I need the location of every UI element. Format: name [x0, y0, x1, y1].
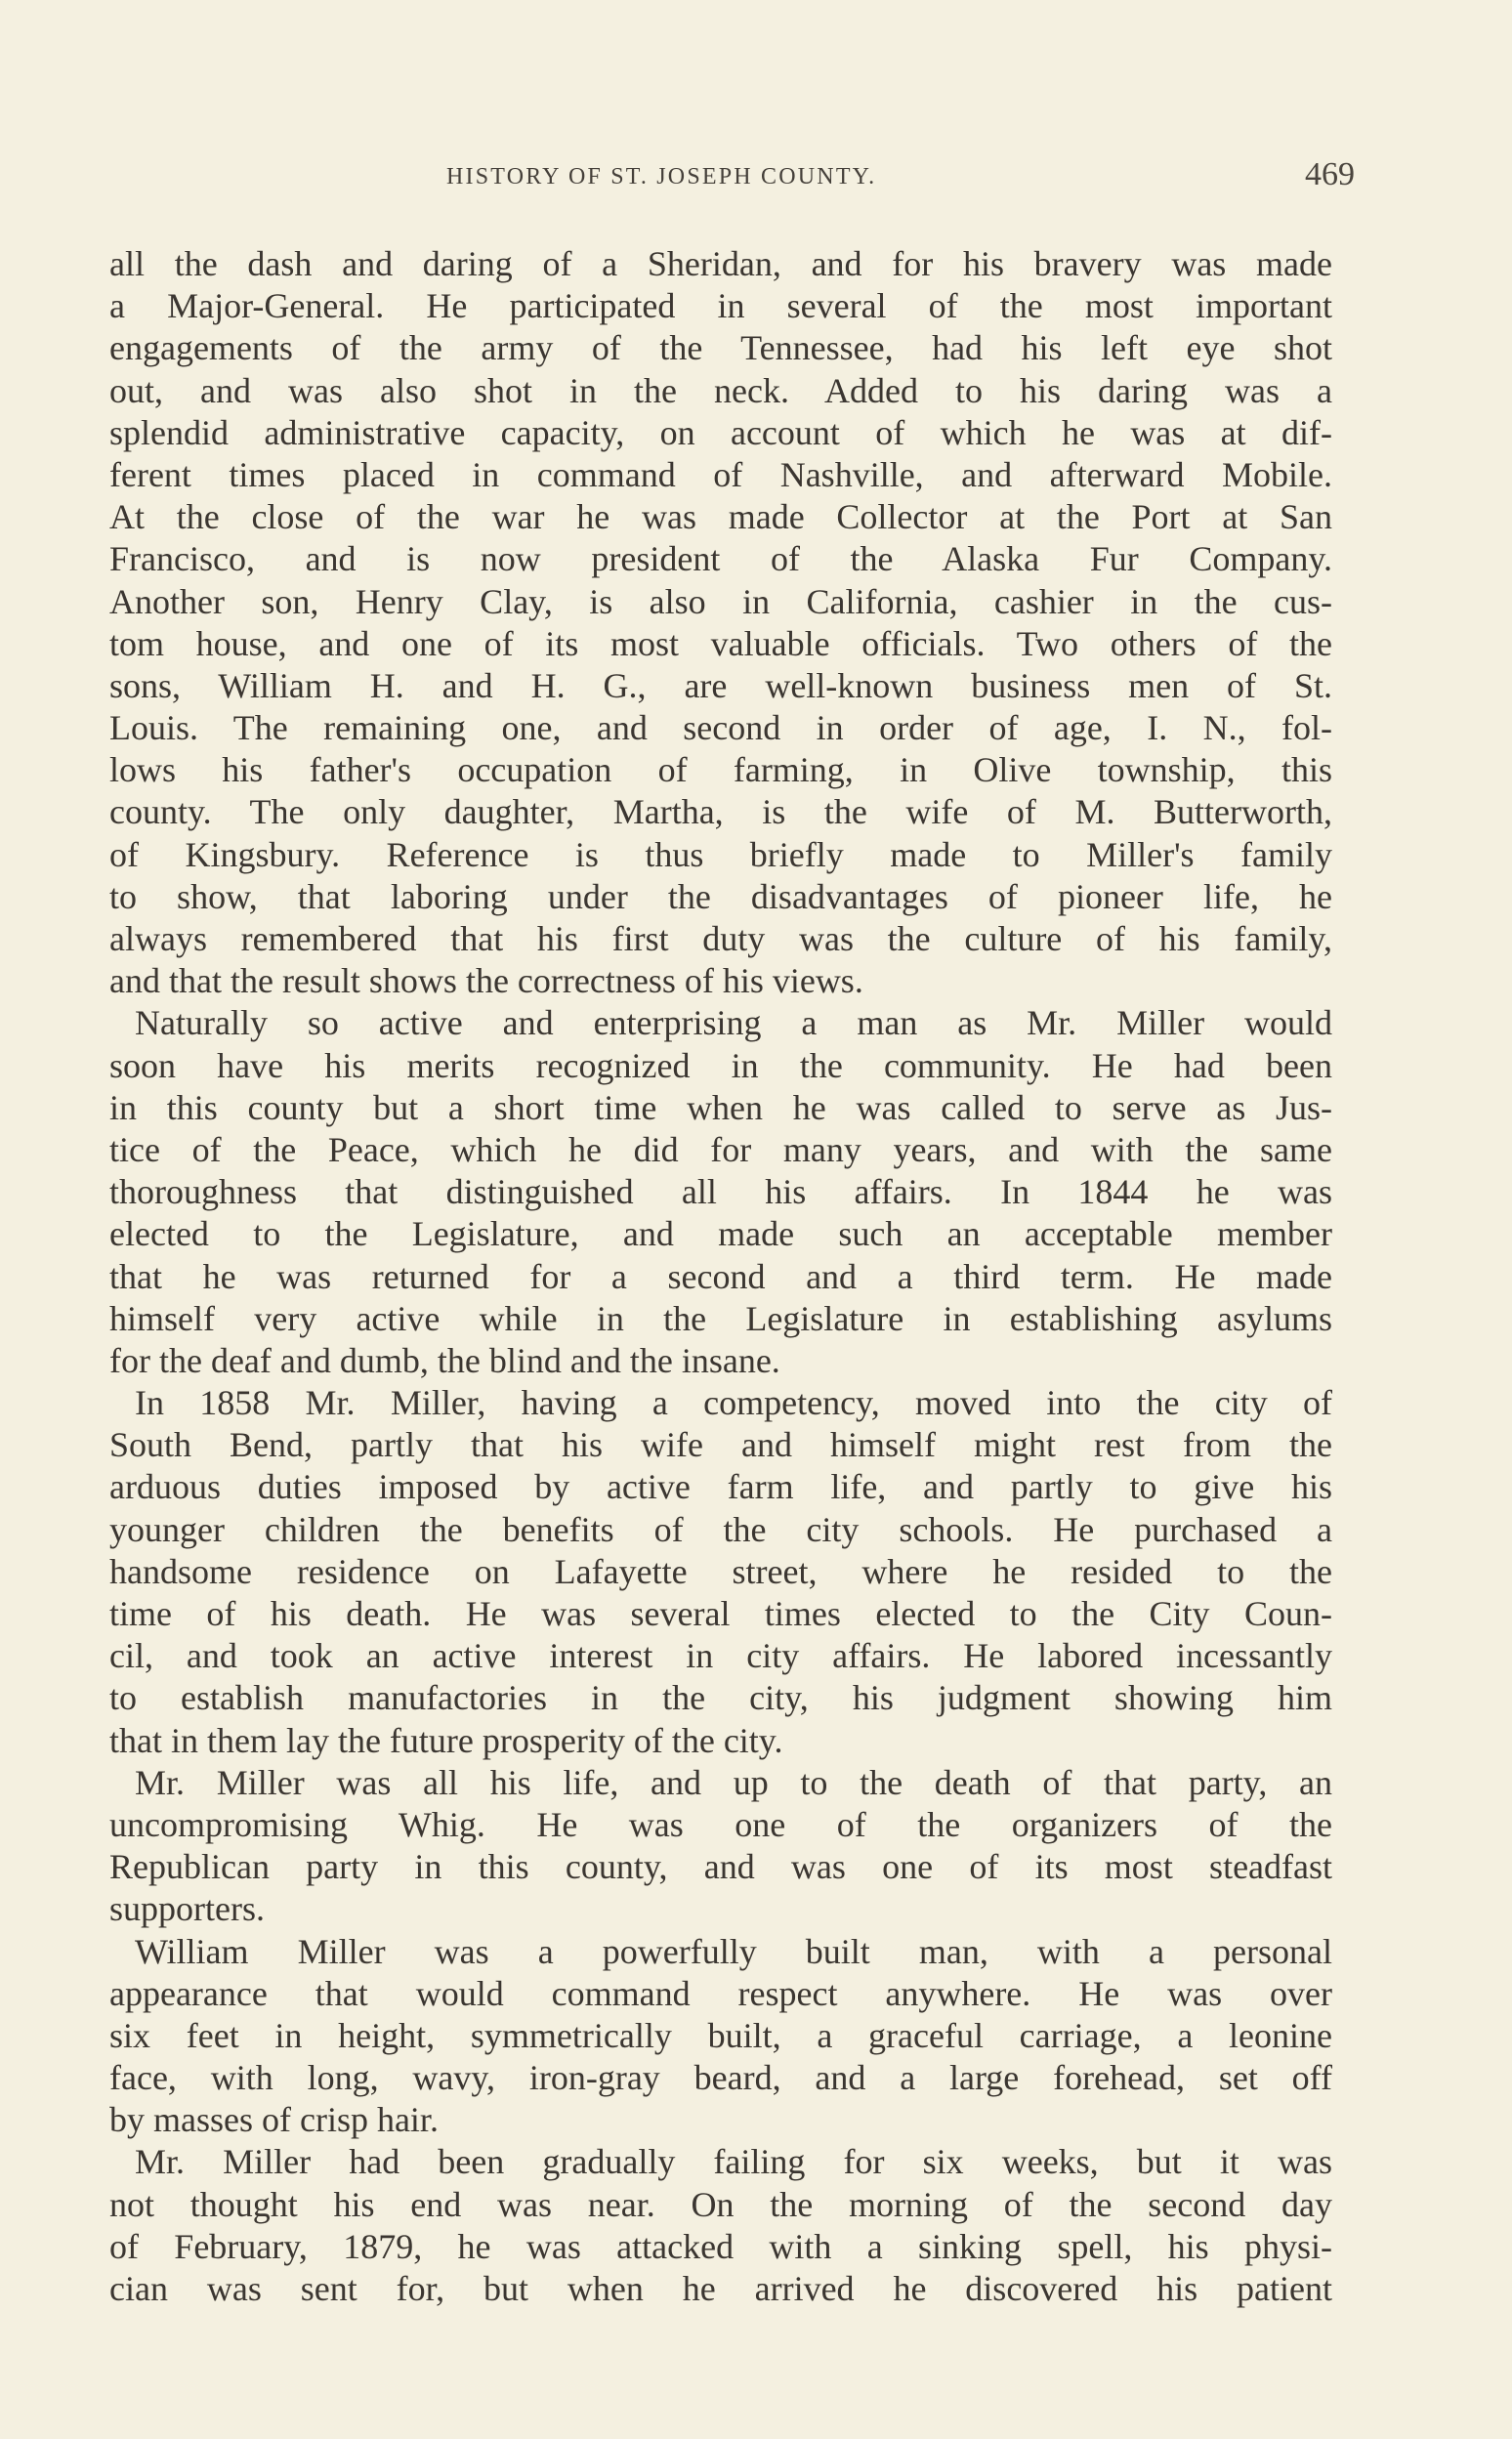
text-line: that he was returned for a second and a third term. He made: [109, 1256, 1332, 1296]
text-line: all the dash and daring of a Sheridan, and for his bravery was made: [109, 244, 1332, 283]
paragraph: [109, 1931, 1332, 2142]
text-line: handsome residence on Lafayette street, where he resided to the: [109, 1551, 1332, 1591]
text-line: in this county but a short time when he was called to serve as Jus-: [109, 1087, 1332, 1127]
text-line: appearance that would command respect anywhere. He was over: [109, 1973, 1332, 2013]
text-line: out, and was also shot in the neck. Added to his daring was a: [109, 370, 1332, 410]
text-line: elected to the Legislature, and made such an acceptable member: [109, 1214, 1332, 1254]
paragraph: [109, 1382, 1332, 1762]
text-line: by masses of crisp hair.: [109, 2100, 439, 2140]
text-line: cil, and took an active interest in city affairs. He labored incessantly: [109, 1636, 1332, 1676]
text-line: and that the result shows the correctness of his views.: [109, 961, 863, 1001]
text-line: Mr. Miller was all his life, and up to the death of that party, an: [135, 1762, 1332, 1802]
text-line: arduous duties imposed by active farm life, and partly to give his: [109, 1467, 1332, 1507]
text-line: time of his death. He was several times elected to the City Coun-: [109, 1594, 1332, 1633]
text-line: Naturally so active and enterprising a man as Mr. Miller would: [135, 1003, 1332, 1043]
text-line: six feet in height, symmetrically built, a graceful carriage, a leonine: [109, 2015, 1332, 2055]
text-line: to show, that laboring under the disadvantages of pioneer life, he: [109, 876, 1332, 916]
text-line: for the deaf and dumb, the blind and the insane.: [109, 1340, 780, 1380]
text-line: South Bend, partly that his wife and himself might rest from the: [109, 1425, 1332, 1465]
text-line: engagements of the army of the Tennessee, had his left eye shot: [109, 328, 1332, 368]
paragraph: [109, 1002, 1332, 1382]
text-line: Francisco, and is now president of the Alaska Fur Company.: [109, 539, 1332, 579]
text-line: cian was sent for, but when he arrived he discovered his patient: [109, 2269, 1332, 2308]
text-line: supporters.: [109, 1889, 265, 1929]
paragraph: [109, 2141, 1332, 2310]
text-line: of Kingsbury. Reference is thus briefly made to Miller's family: [109, 834, 1332, 874]
text-line: tice of the Peace, which he did for many years, and with the same: [109, 1129, 1332, 1169]
text-line: tom house, and one of its most valuable officials. Two others of the: [109, 623, 1332, 663]
text-line: Louis. The remaining one, and second in order of age, I. N., fol-: [109, 708, 1332, 748]
text-line: not thought his end was near. On the morning of the second day: [109, 2184, 1332, 2224]
body-text: [109, 243, 1332, 2310]
text-line: county. The only daughter, Martha, is the wife of M. Butterworth,: [109, 792, 1332, 832]
text-line: himself very active while in the Legislature in establishing asylums: [109, 1298, 1332, 1338]
text-line: At the close of the war he was made Collector at the Port at San: [109, 497, 1332, 537]
paragraph: [109, 243, 1332, 1002]
text-line: soon have his merits recognized in the community. He had been: [109, 1045, 1332, 1085]
text-line: In 1858 Mr. Miller, having a competency, moved into the city of: [135, 1383, 1332, 1423]
text-line: Mr. Miller had been gradually failing for six weeks, but it was: [135, 2142, 1332, 2182]
text-line: thoroughness that distinguished all his affairs. In 1844 he was: [109, 1172, 1332, 1212]
text-line: Republican party in this county, and was one of its most steadfast: [109, 1847, 1332, 1887]
text-line: face, with long, wavy, iron-gray beard, and a large forehead, set off: [109, 2058, 1332, 2098]
text-line: lows his father's occupation of farming, in Olive township, this: [109, 750, 1332, 790]
text-line: always remembered that his first duty was the culture of his family,: [109, 919, 1332, 958]
running-head-title: HISTORY OF ST. JOSEPH COUNTY.: [446, 164, 877, 189]
text-line: ferent times placed in command of Nashville, and afterward Mobile.: [109, 454, 1332, 494]
text-line: sons, William H. and H. G., are well-known business men of St.: [109, 665, 1332, 705]
text-line: splendid administrative capacity, on account of which he was at dif-: [109, 412, 1332, 452]
text-line: William Miller was a powerfully built man, with a personal: [135, 1931, 1332, 1971]
text-line: Another son, Henry Clay, is also in California, cashier in the cus-: [109, 581, 1332, 621]
text-line: uncompromising Whig. He was one of the organizers of the: [109, 1804, 1332, 1844]
paragraph: [109, 1762, 1332, 1931]
text-line: to establish manufactories in the city, his judgment showing him: [109, 1678, 1332, 1718]
page-number: 469: [1305, 156, 1355, 192]
text-line: younger children the benefits of the city schools. He purchased a: [109, 1509, 1332, 1549]
text-line: of February, 1879, he was attacked with a sinking spell, his physi-: [109, 2226, 1332, 2266]
text-line: that in them lay the future prosperity of the city.: [109, 1720, 783, 1760]
text-line: a Major-General. He participated in several of the most important: [109, 286, 1332, 326]
